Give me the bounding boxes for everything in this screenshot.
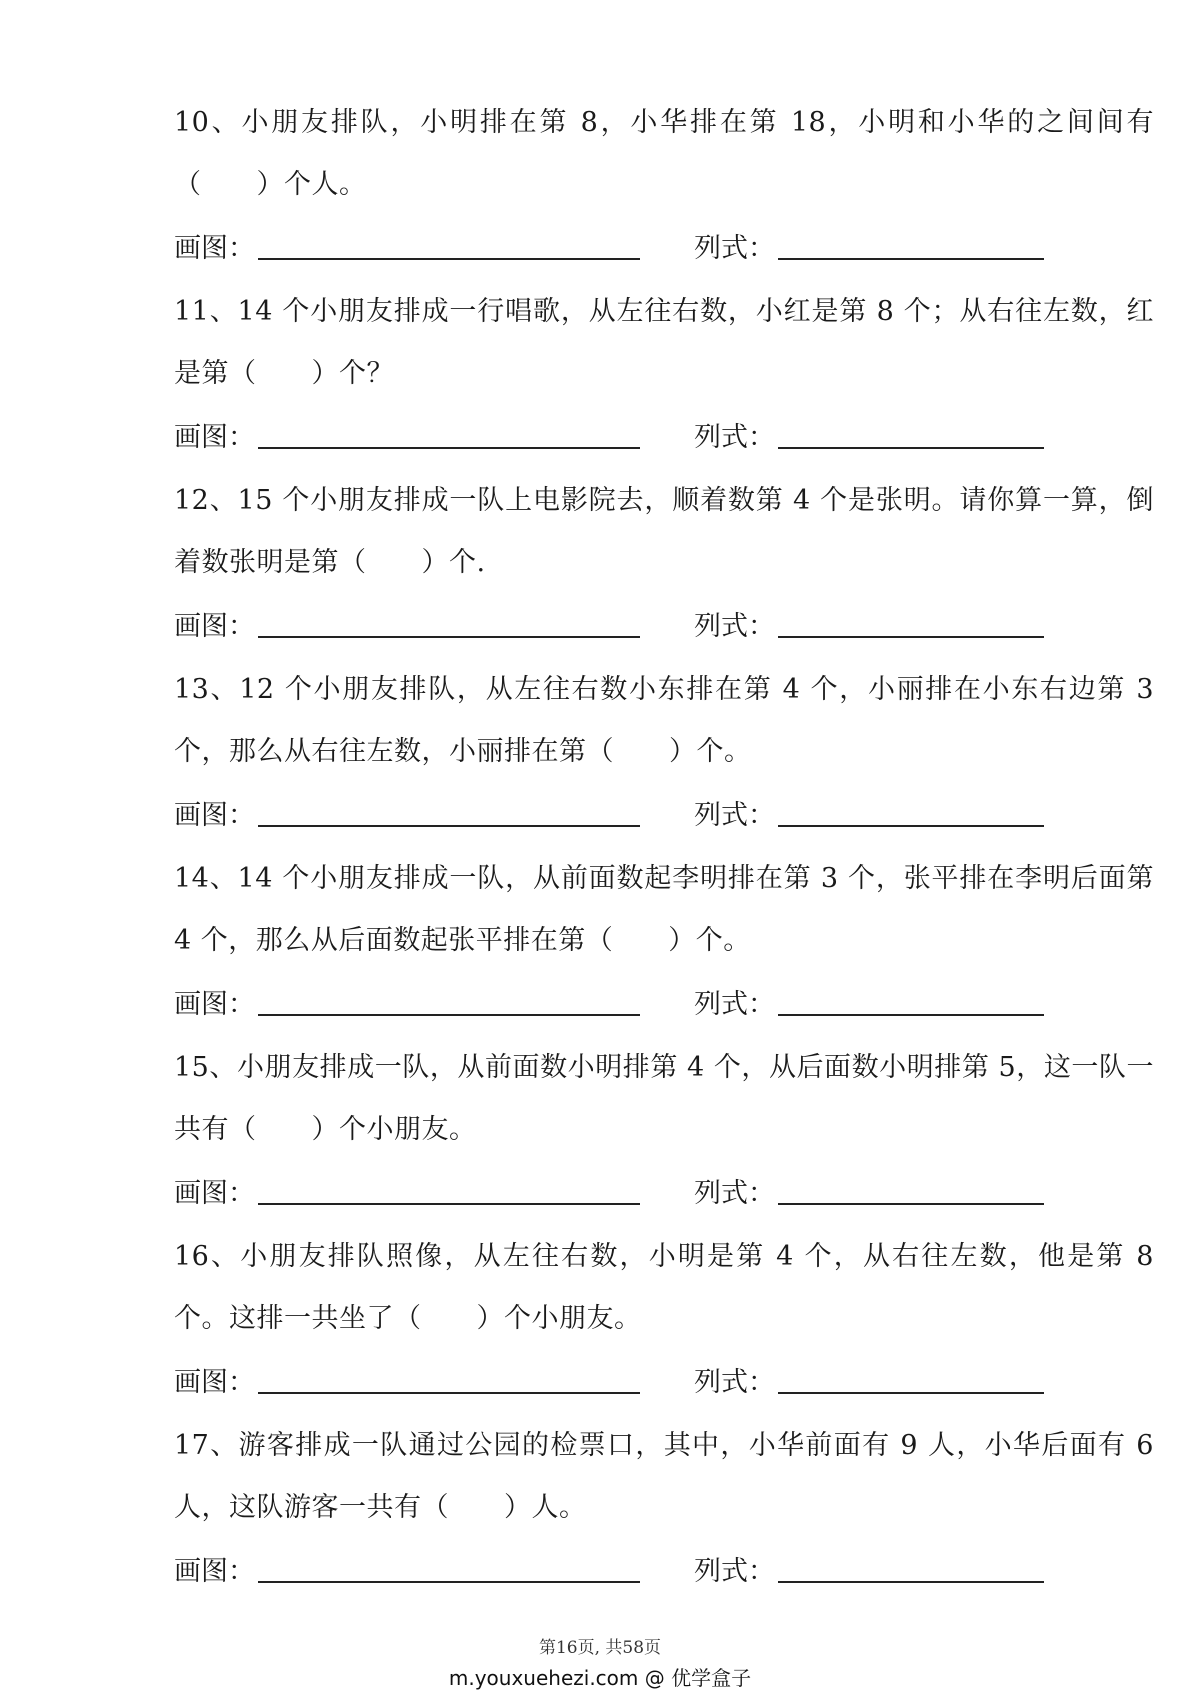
- formula-answer-line[interactable]: [778, 1203, 1044, 1205]
- question-13: [174, 659, 1154, 848]
- answer-row: [174, 785, 1154, 847]
- page-number: 第16页, 共58页: [538, 1638, 662, 1658]
- formula-label: 列式：: [694, 989, 775, 1020]
- formula-label: 列式：: [694, 611, 775, 642]
- draw-answer-line[interactable]: [258, 258, 640, 260]
- formula-answer-line[interactable]: [778, 1392, 1044, 1394]
- draw-label: 画图：: [174, 422, 255, 453]
- draw-answer-line[interactable]: [258, 1581, 640, 1583]
- draw-answer-line[interactable]: [258, 1014, 640, 1016]
- formula-label: 列式：: [694, 1556, 775, 1587]
- answer-row: [174, 1163, 1154, 1225]
- answer-row: [174, 218, 1154, 280]
- question-text: 14、14 个小朋友排成一队，从前面数起李明排在第 3 个，张平排在李明后面第 4 个，那么从后面数起张平排在第（ ）个。: [174, 863, 1154, 956]
- formula-answer-line[interactable]: [778, 636, 1044, 638]
- formula-label: 列式：: [694, 422, 775, 453]
- answer-row: [174, 407, 1154, 469]
- answer-row: [174, 1352, 1154, 1414]
- draw-label: 画图：: [174, 1367, 255, 1398]
- formula-label: 列式：: [694, 1367, 775, 1398]
- formula-answer-line[interactable]: [778, 1581, 1044, 1583]
- draw-label: 画图：: [174, 1178, 255, 1209]
- formula-answer-line[interactable]: [778, 825, 1044, 827]
- answer-row: [174, 974, 1154, 1036]
- draw-label: 画图：: [174, 1556, 255, 1587]
- draw-label: 画图：: [174, 989, 255, 1020]
- question-10: [174, 92, 1154, 281]
- answer-row: [174, 1541, 1154, 1603]
- question-14: [174, 848, 1154, 1037]
- formula-label: 列式：: [694, 800, 775, 831]
- formula-answer-line[interactable]: [778, 258, 1044, 260]
- draw-answer-line[interactable]: [258, 447, 640, 449]
- question-12: [174, 470, 1154, 659]
- formula-answer-line[interactable]: [778, 447, 1044, 449]
- question-text: 12、15 个小朋友排成一队上电影院去，顺着数第 4 个是张明。请你算一算，倒着数张明是第（ ）个.: [174, 485, 1154, 578]
- question-text: 10、小朋友排队，小明排在第 8，小华排在第 18，小明和小华的之间间有（ ）个人。: [174, 107, 1154, 200]
- question-list: [174, 92, 1154, 1604]
- question-text: 13、12 个小朋友排队，从左往右数小东排在第 4 个，小丽排在小东右边第 3 个，那么从右往左数，小丽排在第（ ）个。: [174, 674, 1154, 767]
- formula-answer-line[interactable]: [778, 1014, 1044, 1016]
- draw-answer-line[interactable]: [258, 1203, 640, 1205]
- draw-answer-line[interactable]: [258, 1392, 640, 1394]
- draw-answer-line[interactable]: [258, 636, 640, 638]
- formula-label: 列式：: [694, 233, 775, 264]
- question-text: 11、14 个小朋友排成一行唱歌，从左往右数，小红是第 8 个；从右往左数，红是第（ ）个？: [174, 296, 1154, 389]
- site-watermark: m.youxuehezi.com @ 优学盒子: [448, 1666, 752, 1690]
- question-text: 17、游客排成一队通过公园的检票口，其中，小华前面有 9 人，小华后面有 6 人，这队游客一共有（ ）人。: [174, 1430, 1154, 1523]
- draw-label: 画图：: [174, 800, 255, 831]
- question-17: [174, 1415, 1154, 1604]
- answer-row: [174, 596, 1154, 658]
- draw-label: 画图：: [174, 611, 255, 642]
- draw-label: 画图：: [174, 233, 255, 264]
- question-15: [174, 1037, 1154, 1226]
- question-text: 15、小朋友排成一队，从前面数小明排第 4 个，从后面数小明排第 5，这一队一共有（ ）个小朋友。: [174, 1052, 1154, 1145]
- question-text: 16、小朋友排队照像，从左往右数，小明是第 4 个，从右往左数，他是第 8 个。这排一共坐了（ ）个小朋友。: [174, 1241, 1154, 1334]
- question-11: [174, 281, 1154, 470]
- formula-label: 列式：: [694, 1178, 775, 1209]
- question-16: [174, 1226, 1154, 1415]
- draw-answer-line[interactable]: [258, 825, 640, 827]
